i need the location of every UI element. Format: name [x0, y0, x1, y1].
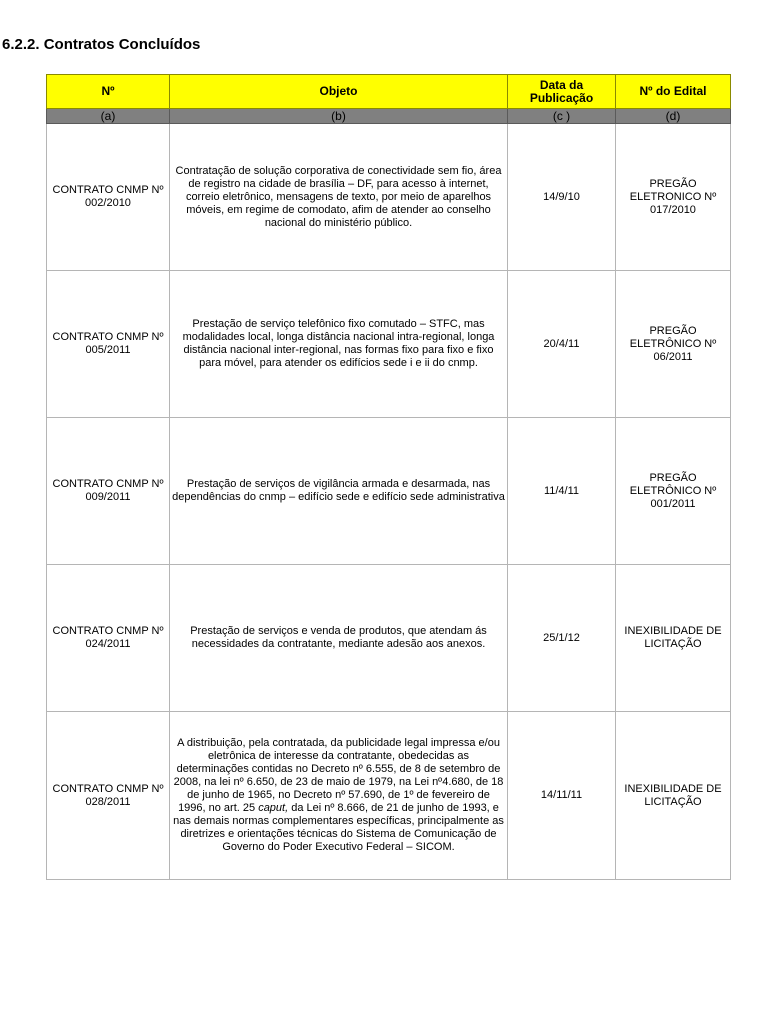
- contract-object-caput: caput,: [258, 802, 289, 814]
- contract-object-part2: da Lei nº 8.666, de 21 de junho de 1993, e nas demais normas complementares específicas, principalmente as diretrizes e orientações técnicas do Sistema de Comunicação de Governo do Poder Executivo Federal – SICOM.: [173, 802, 504, 853]
- table-row: [47, 565, 731, 712]
- publication-date: 20/4/11: [508, 271, 616, 418]
- header-numero-edital: Nº do Edital: [616, 75, 731, 109]
- letter-a: (a): [47, 109, 170, 124]
- contract-number: CONTRATO CNMP Nº 005/2011: [47, 271, 170, 418]
- contract-object-part1: A distribuição, pela contratada, da publicidade legal impressa e/ou eletrônica de interesse da contratante, obedecidas as determinações contidas no Decreto nº 6.555, de 8 de setembro de 2008, na lei nº 6.650, de 23 de maio de 1979, na Lei nº4.680, de 18 de junho de 1965, no Decreto nº 57.690, de 1º de fevereiro de 1996, no art. 25: [173, 737, 504, 814]
- edital-number: INEXIBILIDADE DE LICITAÇÃO: [616, 712, 731, 880]
- contracts-table: [46, 74, 731, 880]
- header-objeto: Objeto: [170, 75, 508, 109]
- contract-object: Contratação de solução corporativa de conectividade sem fio, área de registro na cidade de brasília – DF, para acesso à internet, correio eletrônico, mensagens de texto, por meio de aparelhos móveis, em regime de comodato, afim de atender ao conselho nacional do ministério público.: [170, 124, 508, 271]
- publication-date: 11/4/11: [508, 418, 616, 565]
- table-header-row: [47, 75, 731, 109]
- section-title: 6.2.2. Contratos Concluídos: [2, 36, 201, 53]
- table-row: [47, 712, 731, 880]
- contract-object: [170, 712, 508, 880]
- letter-c: (c ): [508, 109, 616, 124]
- edital-number: PREGÃO ELETRÔNICO Nº 001/2011: [616, 418, 731, 565]
- contract-number: CONTRATO CNMP Nº 028/2011: [47, 712, 170, 880]
- letter-d: (d): [616, 109, 731, 124]
- publication-date: 14/9/10: [508, 124, 616, 271]
- contract-number: CONTRATO CNMP Nº 002/2010: [47, 124, 170, 271]
- edital-number: PREGÃO ELETRÔNICO Nº 06/2011: [616, 271, 731, 418]
- publication-date: 25/1/12: [508, 565, 616, 712]
- table-letter-row: [47, 109, 731, 124]
- contract-object: Prestação de serviços e venda de produtos, que atendam ás necessidades da contratante, mediante adesão aos anexos.: [170, 565, 508, 712]
- contract-object: Prestação de serviço telefônico fixo comutado – STFC, mas modalidades local, longa distância nacional intra-regional, longa distância nacional inter-regional, nas formas fixo para fixo e fixo para móvel, para atender os edifícios sede i e ii do cnmp.: [170, 271, 508, 418]
- contract-object: Prestação de serviços de vigilância armada e desarmada, nas dependências do cnmp – edifício sede e edifício sede administrativa: [170, 418, 508, 565]
- contract-number: CONTRATO CNMP Nº 024/2011: [47, 565, 170, 712]
- header-numero: Nº: [47, 75, 170, 109]
- contract-number: CONTRATO CNMP Nº 009/2011: [47, 418, 170, 565]
- publication-date: 14/11/11: [508, 712, 616, 880]
- edital-number: INEXIBILIDADE DE LICITAÇÃO: [616, 565, 731, 712]
- table-row: [47, 271, 731, 418]
- edital-number: PREGÃO ELETRONICO Nº 017/2010: [616, 124, 731, 271]
- letter-b: (b): [170, 109, 508, 124]
- table-row: [47, 418, 731, 565]
- table-row: [47, 124, 731, 271]
- header-data-publicacao: Data da Publicação: [508, 75, 616, 109]
